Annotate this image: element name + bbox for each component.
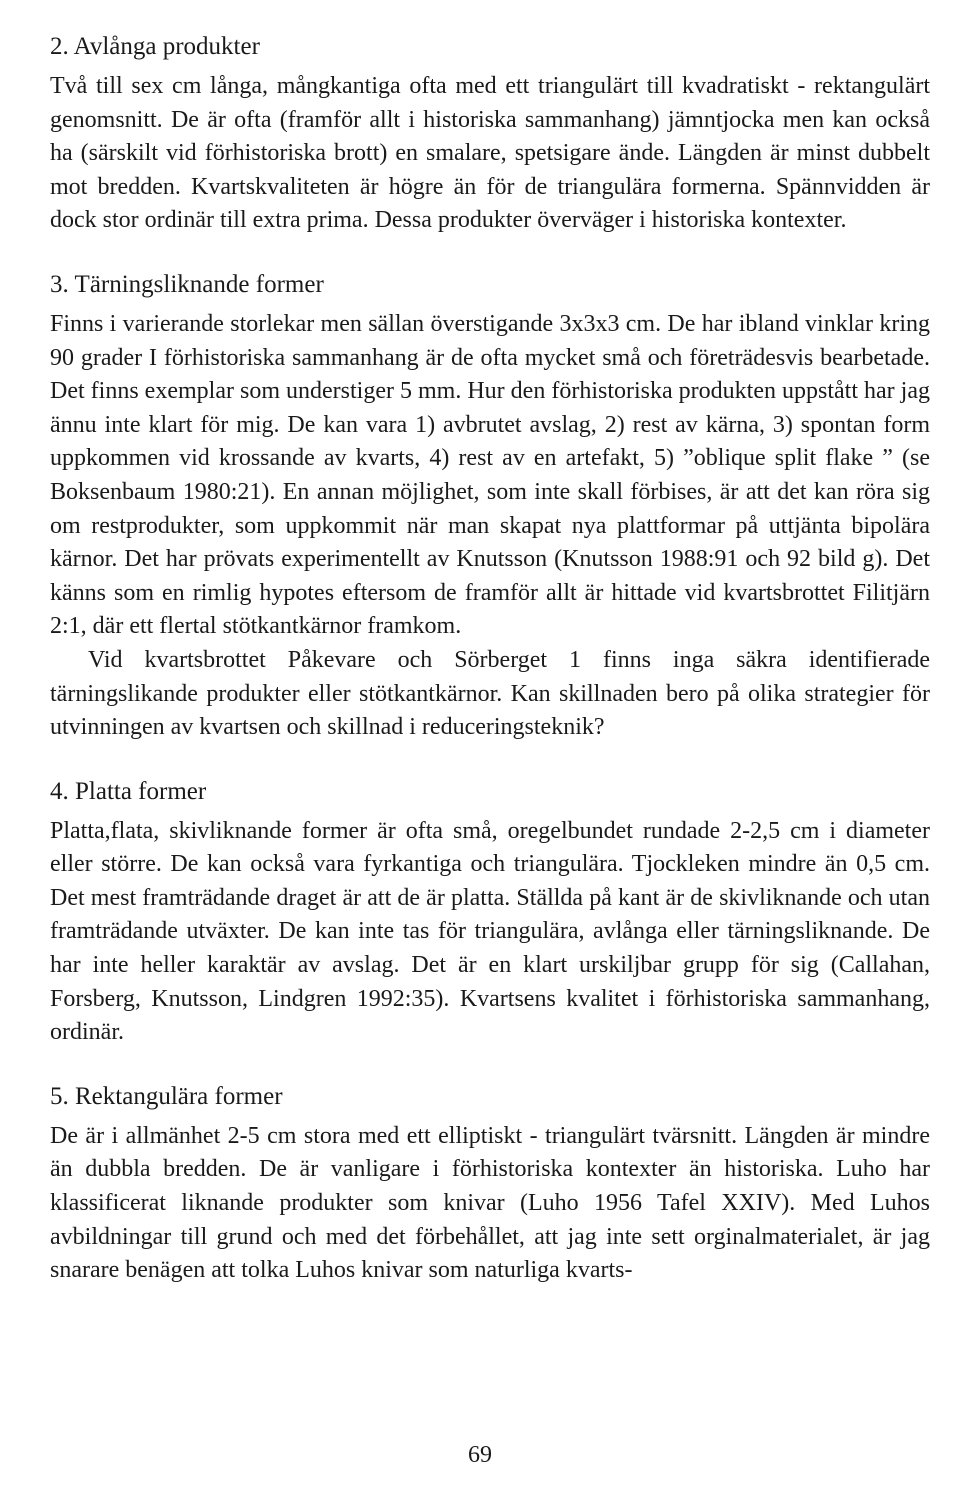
section-heading: 5. Rektangulära former — [50, 1082, 283, 1110]
section-paragraph: Platta,flata, skivliknande former är ofta små, oregelbundet rundade 2-2,5 cm i diameter eller större. De kan också vara fyrkantiga och triangulära. Tjockleken mindre än 0,5 cm. Det mest framträdande draget är att de är platta. Ställda på kant är de skivliknande och utan framträdande utväxter. De kan inte tas för triangulära, avlånga eller tärningsliknande. De har inte heller karaktär av avslag. Det är en klart urskiljbar grupp för sig (Callahan, Forsberg, Knutsson, Lindgren 1992:35). Kvartsens kvalitet i förhistoriska sammanhang, ordinär. — [50, 817, 930, 1046]
section-heading: 3. Tärningsliknande former — [50, 270, 324, 298]
section-avlanga-produkter — [50, 30, 930, 238]
section-gap — [50, 1050, 930, 1080]
section-rektangulara-former — [50, 1080, 930, 1288]
page-number: 69 — [468, 1442, 492, 1468]
section-paragraph: Finns i varierande storlekar men sällan överstigande 3x3x3 cm. De har ibland vinklar kring 90 grader I förhistoriska sammanhang är de ofta mycket små och företrädesvis bearbetade. Det finns exemplar som understiger 5 mm. Hur den förhistoriska produkten uppstått har jag ännu inte klart för mig. De kan vara 1) avbrutet avslag, 2) rest av kärna, 3) spontan form uppkommen vid krossande av kvarts, 4) rest av en artefakt, 5) ”oblique split flake ” (se Boksenbaum 1980:21). En annan möjlighet, som inte skall förbises, är att det kan röra sig om restprodukter, som uppkommit när man skapat nya plattformar på uttjänta bipolära kärnor. Det har prövats experimentellt av Knutsson (Knutsson 1988:91 och 92 bild g). Det känns som en rimlig hypotes eftersom de framför allt är hittade vid kvartsbrottet Filitjärn 2:1, där ett flertal stötkantkärnor framkom. — [50, 310, 930, 640]
section-paragraph: De är i allmänhet 2-5 cm stora med ett elliptiskt - triangulärt tvärsnitt. Längden är mindre än dubbla bredden. De är vanligare i förhistoriska kontexter än historiska. Luho har klassificerat liknande produkter som knivar (Luho 1956 Tafel XXIV). Med Luhos avbildningar till grund och med det förbehållet, att jag inte sett orginalmaterialet, är jag snarare benägen att tolka Luhos knivar som naturliga kvarts- — [50, 1122, 930, 1284]
section-gap — [50, 238, 930, 268]
section-platta-former — [50, 775, 930, 1050]
section-heading: 4. Platta former — [50, 777, 207, 805]
section-tarningsliknande-former — [50, 268, 930, 745]
section-paragraph: Vid kvartsbrottet Påkevare och Sörberget 1 finns inga säkra identifierade tärningslikande produkter eller stötkantkärnor. Kan skillnaden bero på olika strategier för utvinningen av kvartsen och skillnad i reduceringsteknik? — [50, 646, 930, 741]
document-page — [50, 30, 930, 1288]
section-heading: 2. Avlånga produkter — [50, 33, 260, 60]
section-paragraph: Två till sex cm långa, mångkantiga ofta med ett triangulärt till kvadratiskt - rektangulärt genomsnitt. De är ofta (framför allt i historiska sammanhang) jämntjocka men kan också ha (särskilt vid förhistoriska brott) en smalare, spetsigare ände. Längden är minst dubbelt mot bredden. Kvartskvaliteten är högre än för de triangulära formerna. Spännvidden är dock stor ordinär till extra prima. Dessa produkter överväger i historiska kontexter. — [50, 73, 930, 234]
section-gap — [50, 745, 930, 775]
